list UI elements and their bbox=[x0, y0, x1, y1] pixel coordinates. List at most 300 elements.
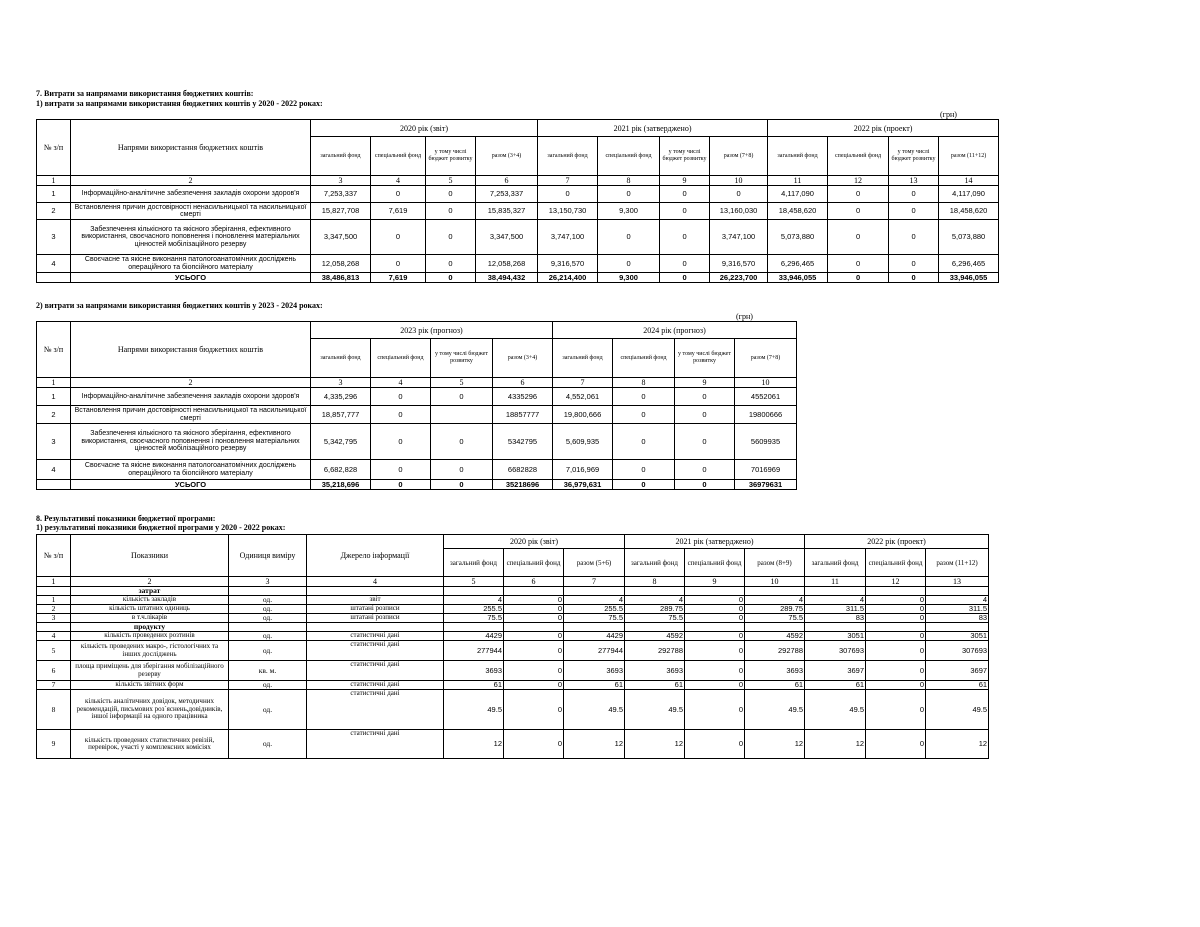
row-value: 0 bbox=[371, 255, 426, 273]
total-value: 0 bbox=[431, 480, 493, 490]
row-value: 311.5 bbox=[805, 605, 866, 614]
header-year-2020: 2020 рік (звіт) bbox=[444, 535, 625, 549]
row-value: 0 bbox=[504, 661, 564, 681]
row-value: 15,827,708 bbox=[311, 203, 371, 220]
table-row bbox=[37, 388, 797, 406]
row-value: 0 bbox=[431, 460, 493, 480]
column-number: 6 bbox=[504, 577, 564, 587]
row-value: 5,073,880 bbox=[768, 220, 828, 255]
row-unit: од. bbox=[229, 730, 307, 759]
section-7-subtitle-2: 2) витрати за напрямами використання бюджетних коштів у 2023 - 2024 роках: bbox=[36, 301, 323, 310]
row-value: 13,150,730 bbox=[538, 203, 598, 220]
total-value: 0 bbox=[889, 273, 939, 283]
row-value: 0 bbox=[866, 632, 926, 641]
header-direction: Напрями використання бюджетних коштів bbox=[71, 322, 311, 378]
row-number: 3 bbox=[37, 220, 71, 255]
row-value: 6,296,465 bbox=[768, 255, 828, 273]
column-number: 4 bbox=[307, 577, 444, 587]
row-value: 0 bbox=[371, 186, 426, 203]
row-value: 0 bbox=[426, 220, 476, 255]
column-header: загальний фонд bbox=[625, 549, 685, 577]
header-direction: Напрями використання бюджетних коштів bbox=[71, 120, 311, 176]
row-direction-name: Інформаційно-аналітичне забезпечення закладів охорони здоров'я bbox=[71, 186, 311, 203]
row-value: 7,253,337 bbox=[476, 186, 538, 203]
table-row bbox=[37, 186, 999, 203]
total-value: 0 bbox=[828, 273, 889, 283]
row-direction-name: Своєчасне та якісне виконання патологоанатомічних досліджень операційного та біопсійного матеріалу bbox=[71, 460, 311, 480]
group-empty-cell bbox=[745, 623, 805, 632]
column-header: у тому числі бюджет розвитку bbox=[431, 339, 493, 378]
column-header: спеціальний фонд bbox=[613, 339, 675, 378]
header-year-2021: 2021 рік (затверджено) bbox=[625, 535, 805, 549]
row-value: 307693 bbox=[805, 641, 866, 661]
column-header: у тому числі бюджет розвитку bbox=[660, 137, 710, 176]
row-source: статистичні дані bbox=[307, 632, 444, 641]
total-value: 35218696 bbox=[493, 480, 553, 490]
group-empty-cell bbox=[229, 623, 307, 632]
row-value: 0 bbox=[685, 690, 745, 730]
row-value: 18,458,620 bbox=[768, 203, 828, 220]
row-unit: од. bbox=[229, 614, 307, 623]
row-value: 0 bbox=[504, 596, 564, 605]
row-value: 0 bbox=[685, 661, 745, 681]
row-value: 4 bbox=[745, 596, 805, 605]
row-value: 0 bbox=[660, 186, 710, 203]
group-empty-cell bbox=[307, 587, 444, 596]
group-empty-cell bbox=[444, 587, 504, 596]
row-value: 277944 bbox=[444, 641, 504, 661]
row-value: 75.5 bbox=[625, 614, 685, 623]
column-number: 13 bbox=[889, 176, 939, 186]
row-unit: кв. м. bbox=[229, 661, 307, 681]
row-value: 0 bbox=[866, 730, 926, 759]
column-header: загальний фонд bbox=[553, 339, 613, 378]
row-value: 49.5 bbox=[745, 690, 805, 730]
table-row bbox=[37, 632, 989, 641]
row-value: 61 bbox=[926, 681, 989, 690]
column-header: загальний фонд bbox=[768, 137, 828, 176]
row-value: 0 bbox=[431, 424, 493, 460]
group-empty-cell bbox=[504, 587, 564, 596]
row-value: 49.5 bbox=[444, 690, 504, 730]
total-value: 0 bbox=[675, 480, 735, 490]
row-value: 4 bbox=[564, 596, 625, 605]
row-number: 3 bbox=[37, 614, 71, 623]
row-value: 0 bbox=[889, 220, 939, 255]
column-header: загальний фонд bbox=[538, 137, 598, 176]
column-header: загальний фонд bbox=[311, 339, 371, 378]
row-value: 255.5 bbox=[444, 605, 504, 614]
row-value: 0 bbox=[371, 406, 431, 424]
row-value: 15,835,327 bbox=[476, 203, 538, 220]
header-unit: Одиниця виміру bbox=[229, 535, 307, 577]
total-row bbox=[37, 480, 797, 490]
row-value: 0 bbox=[828, 203, 889, 220]
row-value: 6,682,828 bbox=[311, 460, 371, 480]
column-header: спеціальний фонд bbox=[371, 137, 426, 176]
row-number: 6 bbox=[37, 661, 71, 681]
column-number: 6 bbox=[476, 176, 538, 186]
row-direction-name: Встановлення причин достовірності ненасильницької та насильницької смерті bbox=[71, 406, 311, 424]
row-number: 2 bbox=[37, 605, 71, 614]
row-value: 0 bbox=[598, 186, 660, 203]
column-header: загальний фонд bbox=[805, 549, 866, 577]
column-number: 4 bbox=[371, 176, 426, 186]
total-value: 26,214,400 bbox=[538, 273, 598, 283]
column-number: 7 bbox=[538, 176, 598, 186]
column-number: 5 bbox=[426, 176, 476, 186]
table-row bbox=[37, 605, 989, 614]
column-header: спеціальний фонд bbox=[828, 137, 889, 176]
row-value: 4 bbox=[805, 596, 866, 605]
row-value: 0 bbox=[889, 255, 939, 273]
row-value: 18,857,777 bbox=[311, 406, 371, 424]
group-empty-cell bbox=[564, 587, 625, 596]
row-value: 7,016,969 bbox=[553, 460, 613, 480]
row-value: 0 bbox=[685, 641, 745, 661]
column-header: спеціальний фонд bbox=[371, 339, 431, 378]
row-value: 12 bbox=[926, 730, 989, 759]
column-number: 14 bbox=[939, 176, 999, 186]
row-value: 18,458,620 bbox=[939, 203, 999, 220]
row-indicator-name: кількість проведених статистичних ревізій, перевірок, участі у комплексних комісіях bbox=[71, 730, 229, 759]
total-row bbox=[37, 273, 999, 283]
header-source: Джерело інформації bbox=[307, 535, 444, 577]
group-label: затрат bbox=[71, 587, 229, 596]
total-value: 0 bbox=[660, 273, 710, 283]
row-indicator-name: кількість звітних форм bbox=[71, 681, 229, 690]
table-row bbox=[37, 203, 999, 220]
table-row bbox=[37, 406, 797, 424]
group-empty-cell bbox=[745, 587, 805, 596]
row-value: 4 bbox=[444, 596, 504, 605]
column-number: 1 bbox=[37, 176, 71, 186]
group-empty-cell bbox=[926, 623, 989, 632]
column-number: 3 bbox=[311, 176, 371, 186]
column-number: 9 bbox=[675, 378, 735, 388]
total-value: 33,946,055 bbox=[768, 273, 828, 283]
row-value: 12,058,268 bbox=[311, 255, 371, 273]
row-number: 1 bbox=[37, 596, 71, 605]
row-value: 0 bbox=[866, 681, 926, 690]
row-value: 0 bbox=[889, 186, 939, 203]
group-empty-cell bbox=[926, 587, 989, 596]
row-value: 3051 bbox=[926, 632, 989, 641]
row-number: 4 bbox=[37, 255, 71, 273]
row-value: 277944 bbox=[564, 641, 625, 661]
row-value: 0 bbox=[431, 388, 493, 406]
row-value: 19800666 bbox=[735, 406, 797, 424]
row-unit: од. bbox=[229, 632, 307, 641]
row-unit: од. bbox=[229, 681, 307, 690]
row-value: 3693 bbox=[564, 661, 625, 681]
group-empty-cell bbox=[307, 623, 444, 632]
row-source: штатані розписи bbox=[307, 614, 444, 623]
row-indicator-name: кількість проведених розтинів bbox=[71, 632, 229, 641]
row-value: 49.5 bbox=[625, 690, 685, 730]
row-direction-name: Встановлення причин достовірності ненасильницької та насильницької смерті bbox=[71, 203, 311, 220]
group-empty-cell bbox=[625, 623, 685, 632]
row-value: 0 bbox=[660, 220, 710, 255]
row-value: 0 bbox=[371, 460, 431, 480]
section-7-title: 7. Витрати за напрямами використання бюджетних коштів: bbox=[36, 89, 254, 98]
row-value: 4592 bbox=[625, 632, 685, 641]
unit-label-1: (грн) bbox=[940, 110, 957, 119]
row-value: 75.5 bbox=[745, 614, 805, 623]
header-year-2021: 2021 рік (затверджено) bbox=[538, 120, 768, 137]
total-value: 35,218,696 bbox=[311, 480, 371, 490]
total-value: 38,494,432 bbox=[476, 273, 538, 283]
row-value: 0 bbox=[613, 460, 675, 480]
header-num: № з/п bbox=[37, 120, 71, 176]
group-empty-cell bbox=[866, 623, 926, 632]
row-value: 0 bbox=[710, 186, 768, 203]
group-row bbox=[37, 587, 989, 596]
column-header: разом (3+4) bbox=[493, 339, 553, 378]
row-value: 0 bbox=[866, 614, 926, 623]
row-value: 9,316,570 bbox=[710, 255, 768, 273]
row-value: 5342795 bbox=[493, 424, 553, 460]
row-unit: од. bbox=[229, 641, 307, 661]
row-value: 0 bbox=[426, 186, 476, 203]
row-value: 9,300 bbox=[598, 203, 660, 220]
row-value: 12 bbox=[745, 730, 805, 759]
row-number: 2 bbox=[37, 406, 71, 424]
table-row bbox=[37, 730, 989, 759]
total-value: 9,300 bbox=[598, 273, 660, 283]
header-indicators: Показники bbox=[71, 535, 229, 577]
row-value: 292788 bbox=[625, 641, 685, 661]
row-value: 0 bbox=[675, 424, 735, 460]
row-value: 4335296 bbox=[493, 388, 553, 406]
row-value: 4,117,090 bbox=[768, 186, 828, 203]
column-header: спеціальний фонд bbox=[866, 549, 926, 577]
row-value: 0 bbox=[371, 220, 426, 255]
row-source: статистичні дані bbox=[307, 690, 444, 730]
column-header: разом (5+6) bbox=[564, 549, 625, 577]
total-value: 0 bbox=[426, 273, 476, 283]
row-source: звіт bbox=[307, 596, 444, 605]
row-value: 0 bbox=[426, 255, 476, 273]
column-number: 9 bbox=[685, 577, 745, 587]
row-value: 0 bbox=[675, 406, 735, 424]
column-header: разом (11+12) bbox=[939, 137, 999, 176]
table-row bbox=[37, 460, 797, 480]
row-value: 49.5 bbox=[926, 690, 989, 730]
row-value: 0 bbox=[828, 186, 889, 203]
row-value: 4,117,090 bbox=[939, 186, 999, 203]
column-number: 8 bbox=[598, 176, 660, 186]
row-value: 0 bbox=[613, 406, 675, 424]
row-indicator-name: кількість штатних одиниць bbox=[71, 605, 229, 614]
column-number: 2 bbox=[71, 176, 311, 186]
row-value: 0 bbox=[685, 681, 745, 690]
row-indicator-name: в т.ч.лікарів bbox=[71, 614, 229, 623]
group-empty-cell bbox=[625, 587, 685, 596]
column-header: спеціальний фонд bbox=[685, 549, 745, 577]
group-empty-cell bbox=[444, 623, 504, 632]
row-value: 0 bbox=[660, 203, 710, 220]
row-value bbox=[431, 406, 493, 424]
column-header: разом (11+12) bbox=[926, 549, 989, 577]
row-indicator-name: кількість аналітичних довідок, методичних рекомендацій, письмових роз`яснень,довідників, іншої інформації на одного працівника bbox=[71, 690, 229, 730]
total-value: 33,946,055 bbox=[939, 273, 999, 283]
total-empty-cell bbox=[37, 480, 71, 490]
row-number: 2 bbox=[37, 203, 71, 220]
row-value: 0 bbox=[504, 690, 564, 730]
column-header: разом (3+4) bbox=[476, 137, 538, 176]
row-number: 4 bbox=[37, 632, 71, 641]
column-number: 5 bbox=[444, 577, 504, 587]
row-source: статистичні дані bbox=[307, 641, 444, 661]
row-value: 3,347,500 bbox=[311, 220, 371, 255]
total-value: 36,979,631 bbox=[553, 480, 613, 490]
row-value: 12 bbox=[564, 730, 625, 759]
table-row bbox=[37, 690, 989, 730]
row-indicator-name: кількість проведених макро-, гістологічних та інших досліджень bbox=[71, 641, 229, 661]
row-value: 0 bbox=[426, 203, 476, 220]
column-number: 7 bbox=[553, 378, 613, 388]
column-number: 8 bbox=[625, 577, 685, 587]
group-empty-cell bbox=[564, 623, 625, 632]
row-value: 0 bbox=[685, 605, 745, 614]
row-value: 5609935 bbox=[735, 424, 797, 460]
group-empty-cell bbox=[685, 587, 745, 596]
row-value: 83 bbox=[926, 614, 989, 623]
expenses-table-2023-2024 bbox=[36, 321, 797, 490]
row-number: 8 bbox=[37, 690, 71, 730]
column-header: у тому числі бюджет розвитку bbox=[426, 137, 476, 176]
row-value: 12 bbox=[444, 730, 504, 759]
row-value: 0 bbox=[598, 255, 660, 273]
row-number: 1 bbox=[37, 186, 71, 203]
column-header: разом (7+8) bbox=[735, 339, 797, 378]
row-value: 12 bbox=[625, 730, 685, 759]
group-empty-cell bbox=[37, 587, 71, 596]
column-number: 12 bbox=[866, 577, 926, 587]
row-value: 0 bbox=[828, 255, 889, 273]
total-value: 0 bbox=[613, 480, 675, 490]
row-value: 4,552,061 bbox=[553, 388, 613, 406]
total-label: УСЬОГО bbox=[71, 273, 311, 283]
row-value: 0 bbox=[371, 424, 431, 460]
row-value: 4 bbox=[625, 596, 685, 605]
row-value: 6,296,465 bbox=[939, 255, 999, 273]
row-number: 4 bbox=[37, 460, 71, 480]
column-number: 3 bbox=[311, 378, 371, 388]
column-header: загальний фонд bbox=[444, 549, 504, 577]
table-row bbox=[37, 614, 989, 623]
column-number: 11 bbox=[768, 176, 828, 186]
total-value: 7,619 bbox=[371, 273, 426, 283]
row-value: 0 bbox=[504, 730, 564, 759]
row-value: 7016969 bbox=[735, 460, 797, 480]
column-number: 1 bbox=[37, 577, 71, 587]
column-number: 6 bbox=[493, 378, 553, 388]
column-header: у тому числі бюджет розвитку bbox=[889, 137, 939, 176]
row-value: 4552061 bbox=[735, 388, 797, 406]
row-value: 61 bbox=[444, 681, 504, 690]
column-number: 10 bbox=[710, 176, 768, 186]
row-value: 0 bbox=[866, 641, 926, 661]
group-empty-cell bbox=[685, 623, 745, 632]
row-value: 289.75 bbox=[745, 605, 805, 614]
header-year-2023: 2023 рік (прогноз) bbox=[311, 322, 553, 339]
row-value: 12 bbox=[805, 730, 866, 759]
row-direction-name: Інформаційно-аналітичне забезпечення закладів охорони здоров'я bbox=[71, 388, 311, 406]
row-value: 4 bbox=[926, 596, 989, 605]
row-value: 61 bbox=[745, 681, 805, 690]
group-label: продукту bbox=[71, 623, 229, 632]
header-num: № з/п bbox=[37, 322, 71, 378]
row-value: 75.5 bbox=[444, 614, 504, 623]
column-number: 5 bbox=[431, 378, 493, 388]
row-value: 0 bbox=[504, 614, 564, 623]
table-row bbox=[37, 220, 999, 255]
row-value: 0 bbox=[504, 605, 564, 614]
total-value: 36979631 bbox=[735, 480, 797, 490]
row-unit: од. bbox=[229, 605, 307, 614]
row-direction-name: Забезпечення кількісного та якісного зберігання, ефективного використання, своєчасного поповнення і поновлення матеріальних цінностей мобілізаційного резерву bbox=[71, 220, 311, 255]
row-value: 3697 bbox=[805, 661, 866, 681]
row-value: 5,609,935 bbox=[553, 424, 613, 460]
row-unit: од. bbox=[229, 690, 307, 730]
row-value: 0 bbox=[685, 632, 745, 641]
row-value: 5,073,880 bbox=[939, 220, 999, 255]
row-value: 3693 bbox=[444, 661, 504, 681]
row-number: 1 bbox=[37, 388, 71, 406]
row-value: 3693 bbox=[745, 661, 805, 681]
row-number: 3 bbox=[37, 424, 71, 460]
column-header: спеціальний фонд bbox=[504, 549, 564, 577]
row-value: 0 bbox=[504, 641, 564, 661]
column-number: 13 bbox=[926, 577, 989, 587]
row-value: 4429 bbox=[564, 632, 625, 641]
row-unit: од. bbox=[229, 596, 307, 605]
column-header: загальний фонд bbox=[311, 137, 371, 176]
row-value: 0 bbox=[866, 661, 926, 681]
header-num: № з/п bbox=[37, 535, 71, 577]
row-value: 0 bbox=[598, 220, 660, 255]
column-number: 4 bbox=[371, 378, 431, 388]
row-value: 7,619 bbox=[371, 203, 426, 220]
column-number: 7 bbox=[564, 577, 625, 587]
header-year-2024: 2024 рік (прогноз) bbox=[553, 322, 797, 339]
row-value: 0 bbox=[504, 632, 564, 641]
row-indicator-name: кількість закладів bbox=[71, 596, 229, 605]
row-value: 0 bbox=[675, 460, 735, 480]
row-value: 0 bbox=[685, 730, 745, 759]
row-source: статистичні дані bbox=[307, 681, 444, 690]
row-value: 75.5 bbox=[564, 614, 625, 623]
row-value: 3051 bbox=[805, 632, 866, 641]
table-row bbox=[37, 661, 989, 681]
row-value: 5,342,795 bbox=[311, 424, 371, 460]
row-value: 292788 bbox=[745, 641, 805, 661]
column-number: 10 bbox=[745, 577, 805, 587]
row-value: 9,316,570 bbox=[538, 255, 598, 273]
group-empty-cell bbox=[805, 587, 866, 596]
header-year-2020: 2020 рік (звіт) bbox=[311, 120, 538, 137]
header-year-2022: 2022 рік (проект) bbox=[768, 120, 999, 137]
row-value: 255.5 bbox=[564, 605, 625, 614]
row-value: 49.5 bbox=[564, 690, 625, 730]
row-value: 0 bbox=[866, 596, 926, 605]
row-value: 61 bbox=[564, 681, 625, 690]
group-empty-cell bbox=[866, 587, 926, 596]
expenses-table-2020-2022 bbox=[36, 119, 999, 283]
row-source: статистичні дані bbox=[307, 661, 444, 681]
